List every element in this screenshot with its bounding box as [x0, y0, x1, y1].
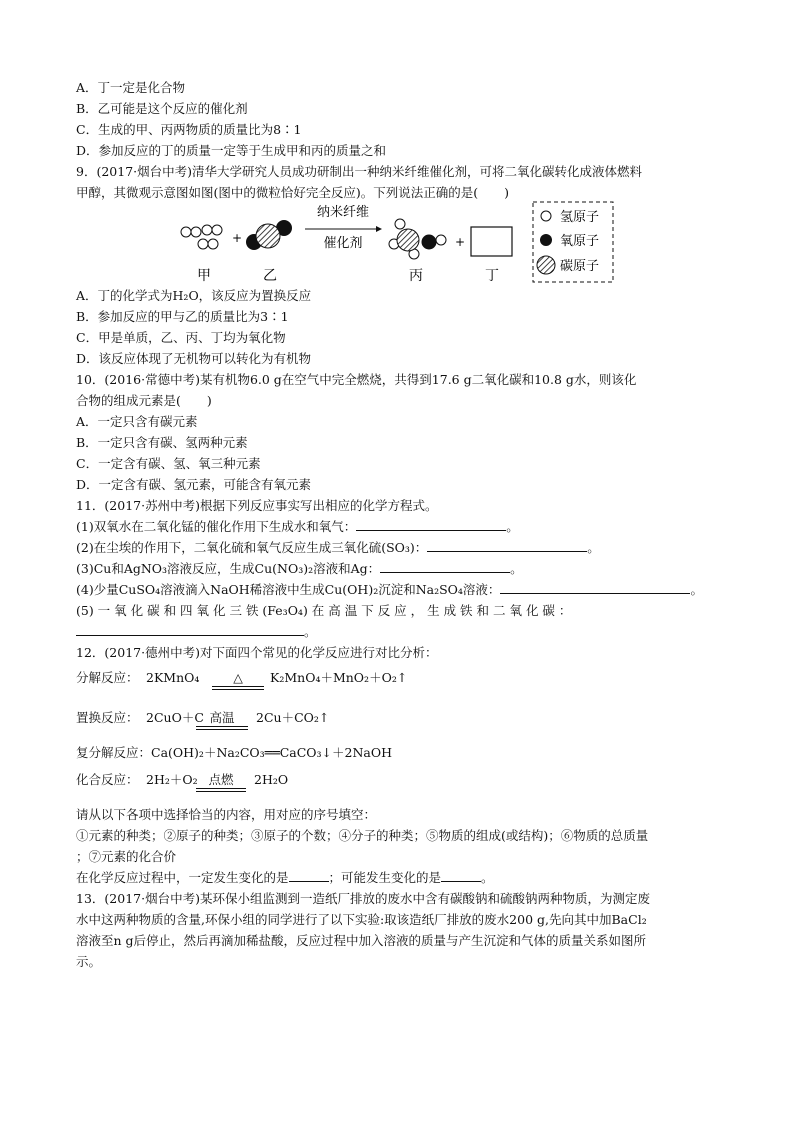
q12-blank-may-change[interactable] — [441, 869, 481, 882]
condition-high-temp: 高温 — [196, 710, 248, 730]
plus-sign-1: + — [232, 231, 243, 245]
label-jia: 甲 — [197, 268, 211, 284]
q11-stem: 11．(2017·苏州中考)根据下列反应事实写出相应的化学方程式。 — [76, 498, 438, 513]
label-yi: 乙 — [263, 268, 277, 284]
plus-sign-2: + — [455, 235, 466, 249]
q12-blank-must-change[interactable] — [289, 869, 329, 882]
q12-fill-line: 在化学反应过程中，一定发生变化的是 ；可能发生变化的是 。 — [76, 870, 494, 885]
q11-blank-4[interactable] — [500, 581, 690, 594]
reactant-jia-molecules — [181, 225, 222, 249]
condition-heat: △ — [212, 670, 264, 690]
q12-instruction: 请从以下各项中选择恰当的内容，用对应的序号填空： — [76, 807, 377, 822]
legend-oxygen: 氧原子 — [560, 234, 600, 249]
q9-option-b: B．参加反应的甲与乙的质量比为3∶1 — [76, 309, 289, 324]
q12-options-line2: ；⑦元素的化合价 — [76, 849, 177, 864]
q11-blank-2[interactable] — [427, 539, 587, 552]
q11-part5: (5) 一 氧 化 碳 和 四 氧 化 三 铁 (Fe₃O₄) 在 高 温 下 反 应 ， 生 成 铁 和 二 氧 化 碳 ： — [76, 603, 572, 618]
q9-option-a: A．丁的化学式为H₂O，该反应为置换反应 — [76, 288, 312, 303]
q11-part5-answer: 。 — [76, 623, 317, 641]
q11-part2: (2)在尘埃的作用下，二氧化硫和氧气反应生成三氧化硫(SO₃)： 。 — [76, 540, 600, 555]
legend-carbon: 碳原子 — [560, 259, 600, 274]
q9-option-d: D．该反应体现了无机物可以转化为有机物 — [76, 351, 312, 366]
q13-line3: 溶液至n g后停止，然后再滴加稀盐酸，反应过程中加入溶液的质量与产生沉淀和气体的质量关系如图所 — [76, 933, 647, 948]
q10-option-d: D．一定含有碳、氢元素，可能含有氧元素 — [76, 477, 312, 492]
q13-line2: 水中这两种物质的含量,环保小组的同学进行了以下实验:取该造纸厂排放的废水200 g,先向其中加BaCl₂ — [76, 912, 647, 927]
q8-option-b: B．乙可能是这个反应的催化剂 — [76, 101, 248, 116]
q13-line1: 13．(2017·烟台中考)某环保小组监测到一造纸厂排放的废水中含有碳酸钠和硫酸钠两种物质，为测定废 — [76, 891, 650, 906]
q10-option-b: B．一定只含有碳、氢两种元素 — [76, 435, 248, 450]
arrow-condition-top: 纳米纤维 — [316, 205, 370, 220]
q11-blank-5[interactable] — [76, 623, 304, 636]
q10-option-a: A．一定只含有碳元素 — [76, 414, 198, 429]
product-bing-molecule — [389, 219, 446, 259]
q11-part3: (3)Cu和AgNO₃溶液反应，生成Cu(NO₃)₂溶液和Ag： 。 — [76, 561, 523, 576]
q8-option-d: D．参加反应的丁的质量一定等于生成甲和丙的质量之和 — [76, 143, 387, 158]
condition-ignition: 点燃 — [196, 772, 246, 792]
q10-option-c: C．一定含有碳、氢、氧三种元素 — [76, 456, 261, 471]
q11-blank-1[interactable] — [356, 518, 506, 531]
q9-stem-line1: 9．(2017·烟台中考)清华大学研究人员成功研制出一种纳米纤维催化剂，可将二氧化碳转化成液体燃料 — [76, 164, 642, 179]
q8-option-a: A．丁一定是化合物 — [76, 80, 186, 95]
q10-stem-line1: 10．(2016·常德中考)某有机物6.0 g在空气中完全燃烧，共得到17.6 g二氧化碳和10.8 g水，则该化 — [76, 372, 637, 387]
q12-options-line1: ①元素的种类；②原子的种类；③原子的个数；④分子的种类；⑤物质的组成(或结构)；⑥物质的总质量 — [76, 828, 649, 843]
q12-stem: 12．(2017·德州中考)对下面四个常见的化学反应进行对比分析： — [76, 645, 438, 660]
q9-stem-line2: 甲醇，其微观示意图如图(图中的微粒恰好完全反应)。下列说法正确的是( ) — [76, 185, 510, 200]
q8-option-c: C．生成的甲、丙两物质的质量比为8∶1 — [76, 122, 302, 137]
q9-option-c: C．甲是单质，乙、丙、丁均为氧化物 — [76, 330, 286, 345]
label-ding: 丁 — [485, 268, 499, 284]
reactant-yi-molecule — [246, 220, 292, 250]
q13-line4: 示。 — [76, 954, 102, 969]
label-bing: 丙 — [409, 268, 423, 284]
reaction-double-decomposition: 复分解反应：Ca(OH)₂＋Na₂CO₃══CaCO₃↓＋2NaOH — [76, 745, 393, 760]
q11-part4: (4)少量CuSO₄溶液滴入NaOH稀溶液中生成Cu(OH)₂沉淀和Na₂SO₄溶液： 。 — [76, 582, 703, 597]
q11-blank-3[interactable] — [380, 560, 510, 573]
arrow-condition-bottom: 催化剂 — [323, 236, 363, 251]
legend-hydrogen: 氢原子 — [560, 210, 600, 225]
q9-molecule-diagram — [170, 200, 620, 286]
product-ding-box — [471, 227, 512, 256]
atom-legend — [533, 202, 613, 282]
q11-part1: (1)双氧水在二氧化锰的催化作用下生成水和氧气： 。 — [76, 519, 519, 534]
q10-stem-line2: 合物的组成元素是( ) — [76, 393, 212, 408]
